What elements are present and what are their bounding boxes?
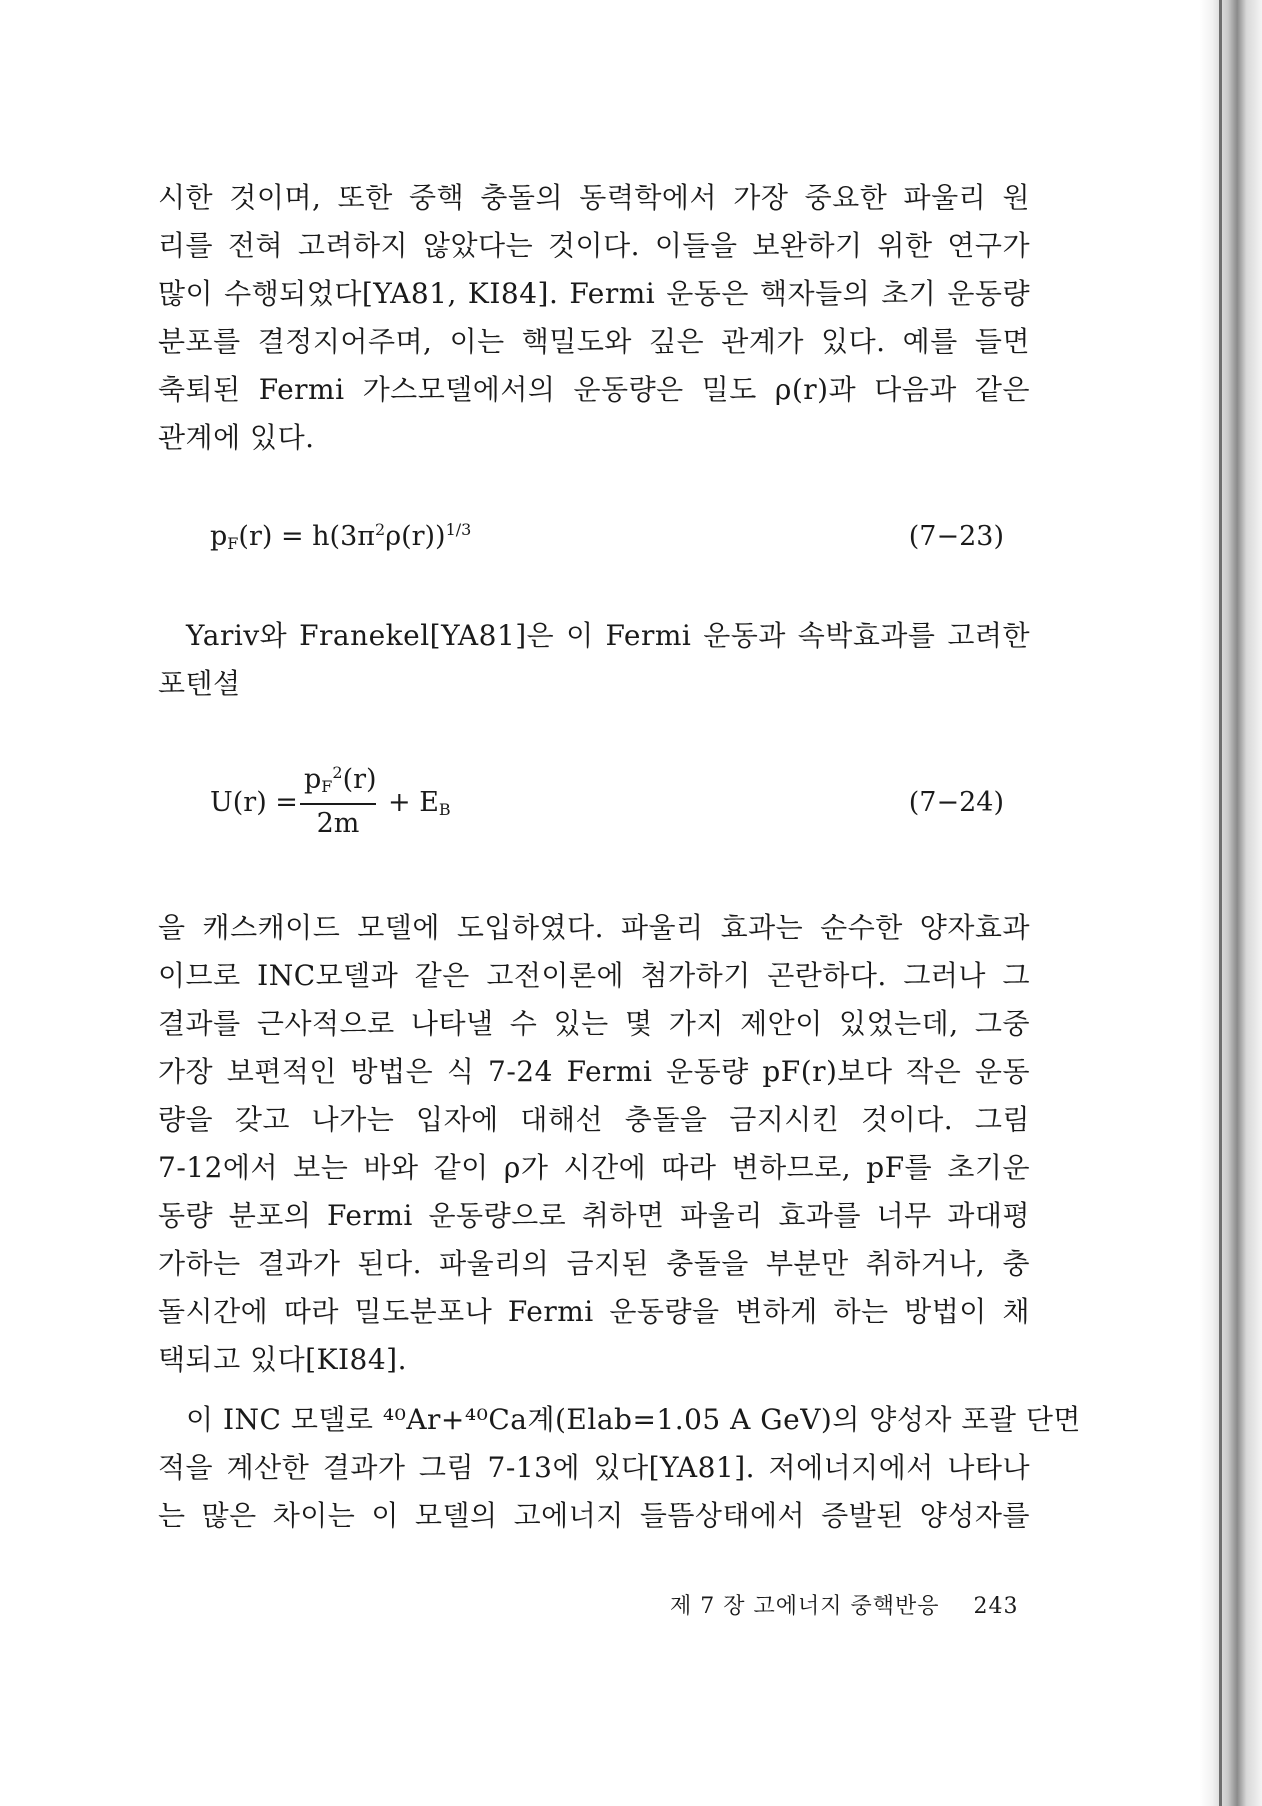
- equation-number: (7−23): [908, 521, 1004, 552]
- page-edge-line: [1219, 0, 1222, 1806]
- body-line: 많이 수행되었다[YA81, KI84]. Fermi 운동은 핵자들의 초기 운동량: [158, 277, 1030, 310]
- body-line: 리를 전혀 고려하지 않았다는 것이다. 이들을 보완하기 위한 연구가: [158, 229, 1030, 262]
- body-line: 포텐셜: [158, 667, 241, 700]
- body-line: 을 캐스캐이드 모델에 도입하였다. 파울리 효과는 순수한 양자효과: [158, 911, 1030, 944]
- body-line: 량을 갖고 나가는 입자에 대해선 충돌을 금지시킨 것이다. 그림: [158, 1103, 1030, 1136]
- body-line: 동량 분포의 Fermi 운동량으로 취하면 파울리 효과를 너무 과대평: [158, 1199, 1030, 1232]
- body-line: 돌시간에 따라 밀도분포나 Fermi 운동량을 변하게 하는 방법이 채: [158, 1295, 1030, 1328]
- equation-7-24-lhs: U(r) =: [210, 787, 298, 818]
- page-edge-shadow: [1200, 0, 1262, 1806]
- equation-7-23: $p_F(r) = h(3\pi^2\rho(r))^{1/3}$: [210, 520, 472, 553]
- equation-number: (7−24): [908, 787, 1004, 818]
- equation-7-24-numerator: $p_F^2(r)$: [304, 763, 377, 796]
- equation-7-24-denominator: 2m: [316, 808, 360, 839]
- page-number: 243: [973, 1594, 1019, 1619]
- body-line: 이므로 INC모델과 같은 고전이론에 첨가하기 곤란하다. 그러나 그: [158, 959, 1030, 992]
- body-line: 축퇴된 Fermi 가스모델에서의 운동량은 밀도 ρ(r)과 다음과 같은: [158, 373, 1030, 406]
- body-line: 는 많은 차이는 이 모델의 고에너지 들뜸상태에서 증발된 양성자를: [158, 1499, 1030, 1532]
- fraction-bar: [300, 803, 376, 805]
- body-line: 가하는 결과가 된다. 파울리의 금지된 충돌을 부분만 취하거나, 충: [158, 1247, 1030, 1280]
- body-line: Yariv와 Franekel[YA81]은 이 Fermi 운동과 속박효과를 고려한: [186, 619, 1030, 652]
- running-footer: [670, 1592, 1019, 1622]
- body-line: 가장 보편적인 방법은 식 7-24 Fermi 운동량 pF(r)보다 작은 운동: [158, 1055, 1030, 1088]
- body-line: 택되고 있다[KI84].: [158, 1343, 407, 1376]
- body-line: 결과를 근사적으로 나타낼 수 있는 몇 가지 제안이 있었는데, 그중: [158, 1007, 1030, 1040]
- body-line: 적을 계산한 결과가 그림 7-13에 있다[YA81]. 저에너지에서 나타나: [158, 1451, 1030, 1484]
- body-line: 분포를 결정지어주며, 이는 핵밀도와 깊은 관계가 있다. 예를 들면: [158, 325, 1030, 358]
- chapter-title: 제 7 장 고에너지 중핵반응: [670, 1594, 940, 1619]
- body-line: 이 INC 모델로 ⁴⁰Ar+⁴⁰Ca계(Elab=1.05 A GeV)의 양성자 포괄 단면: [186, 1403, 1081, 1436]
- body-line: 관계에 있다.: [158, 421, 315, 454]
- body-line: 시한 것이며, 또한 중핵 충돌의 동력학에서 가장 중요한 파울리 원: [158, 181, 1030, 214]
- body-line: 7-12에서 보는 바와 같이 ρ가 시간에 따라 변하므로, pF를 초기운: [158, 1151, 1030, 1184]
- equation-7-24-rhs: + $E_B$: [388, 787, 451, 819]
